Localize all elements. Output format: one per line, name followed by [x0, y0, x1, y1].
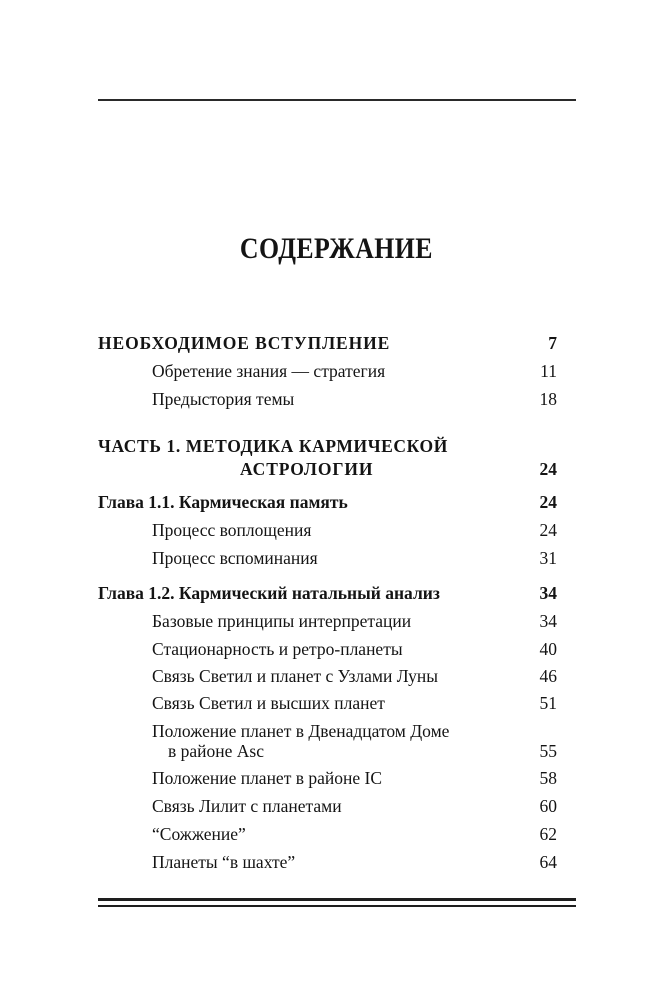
toc-entry-title: НЕОБХОДИМОЕ ВСТУПЛЕНИЕ: [98, 333, 391, 353]
top-rule: [98, 99, 576, 101]
toc-subentry-title: Обретение знания — стратегия: [152, 361, 386, 381]
toc-entry-chapter-1-2: [98, 581, 557, 605]
toc-subentry-title: Связь Лилит с планетами: [152, 796, 342, 816]
toc-subentry-page: 62: [539, 824, 557, 844]
toc-subentry-page: 31: [539, 548, 557, 568]
toc-subentry: [98, 739, 557, 763]
toc-part-title-line1: ЧАСТЬ 1. МЕТОДИКА КАРМИЧЕСКОЙ: [98, 436, 448, 456]
toc-subentry-page: 34: [539, 611, 557, 631]
toc-entry-chapter-1-1: [98, 490, 557, 514]
toc-entry-intro: [98, 331, 557, 355]
toc-entry-page: 24: [539, 459, 557, 479]
toc-subentry: [98, 822, 557, 846]
toc-subentry-page: 58: [539, 768, 557, 788]
toc-subentry-page: 18: [539, 389, 557, 409]
toc-subentry: [98, 664, 557, 688]
toc-subentry: [98, 546, 557, 570]
toc-subentry-page: 64: [539, 852, 557, 872]
toc-part-title-line2: АСТРОЛОГИИ: [240, 459, 374, 479]
toc-subentry: [98, 387, 557, 411]
toc-subentry-page: 40: [539, 639, 557, 659]
bottom-rule-thin: [98, 905, 576, 907]
toc-subentry-title-line2: в районе Asc: [168, 741, 264, 761]
toc-subentry: [98, 766, 557, 790]
toc-entry-title: Глава 1.2. Кармический натальный анализ: [98, 583, 440, 603]
toc-subentry-title: Планеты “в шахте”: [152, 852, 296, 872]
toc-subentry-title: Процесс вспоминания: [152, 548, 318, 568]
toc-subentry: [98, 637, 557, 661]
toc-subentry: [98, 609, 557, 633]
toc-subentry-title: Стационарность и ретро-планеты: [152, 639, 403, 659]
toc-subentry-title: Положение планет в районе IC: [152, 768, 383, 788]
toc-subentry: [98, 794, 557, 818]
toc-subentry: [98, 691, 557, 715]
toc-subentry-page: 51: [539, 693, 557, 713]
toc-subentry-page: 55: [539, 741, 557, 761]
toc-subentry: [98, 518, 557, 542]
toc-subentry-title: Связь Светил и планет с Узлами Луны: [152, 666, 439, 686]
toc-subentry: [98, 359, 557, 383]
toc-subentry: [98, 850, 557, 874]
toc-subentry-title: Базовые принципы интерпретации: [152, 611, 412, 631]
toc-entry-part1: [98, 457, 557, 481]
toc-subentry-page: 24: [539, 520, 557, 540]
bottom-rule-thick: [98, 898, 576, 901]
toc-entry-page: 34: [539, 583, 557, 603]
toc-subentry-page: 46: [539, 666, 557, 686]
toc-entry-page: 7: [548, 333, 557, 353]
toc-subentry-title: Положение планет в Двенадцатом Доме: [152, 721, 450, 741]
toc-subentry-page: 60: [539, 796, 557, 816]
toc-subentry-title: Процесс воплощения: [152, 520, 312, 540]
toc-entry-title: Глава 1.1. Кармическая память: [98, 492, 348, 512]
page-title: СОДЕРЖАНИЕ: [239, 232, 433, 265]
toc-subentry-page: 11: [540, 361, 557, 381]
toc-subentry-title: Связь Светил и высших планет: [152, 693, 385, 713]
toc-subentry-title: Предыстория темы: [152, 389, 295, 409]
toc-entry-page: 24: [539, 492, 557, 512]
toc-subentry-title: “Сожжение”: [152, 824, 246, 844]
